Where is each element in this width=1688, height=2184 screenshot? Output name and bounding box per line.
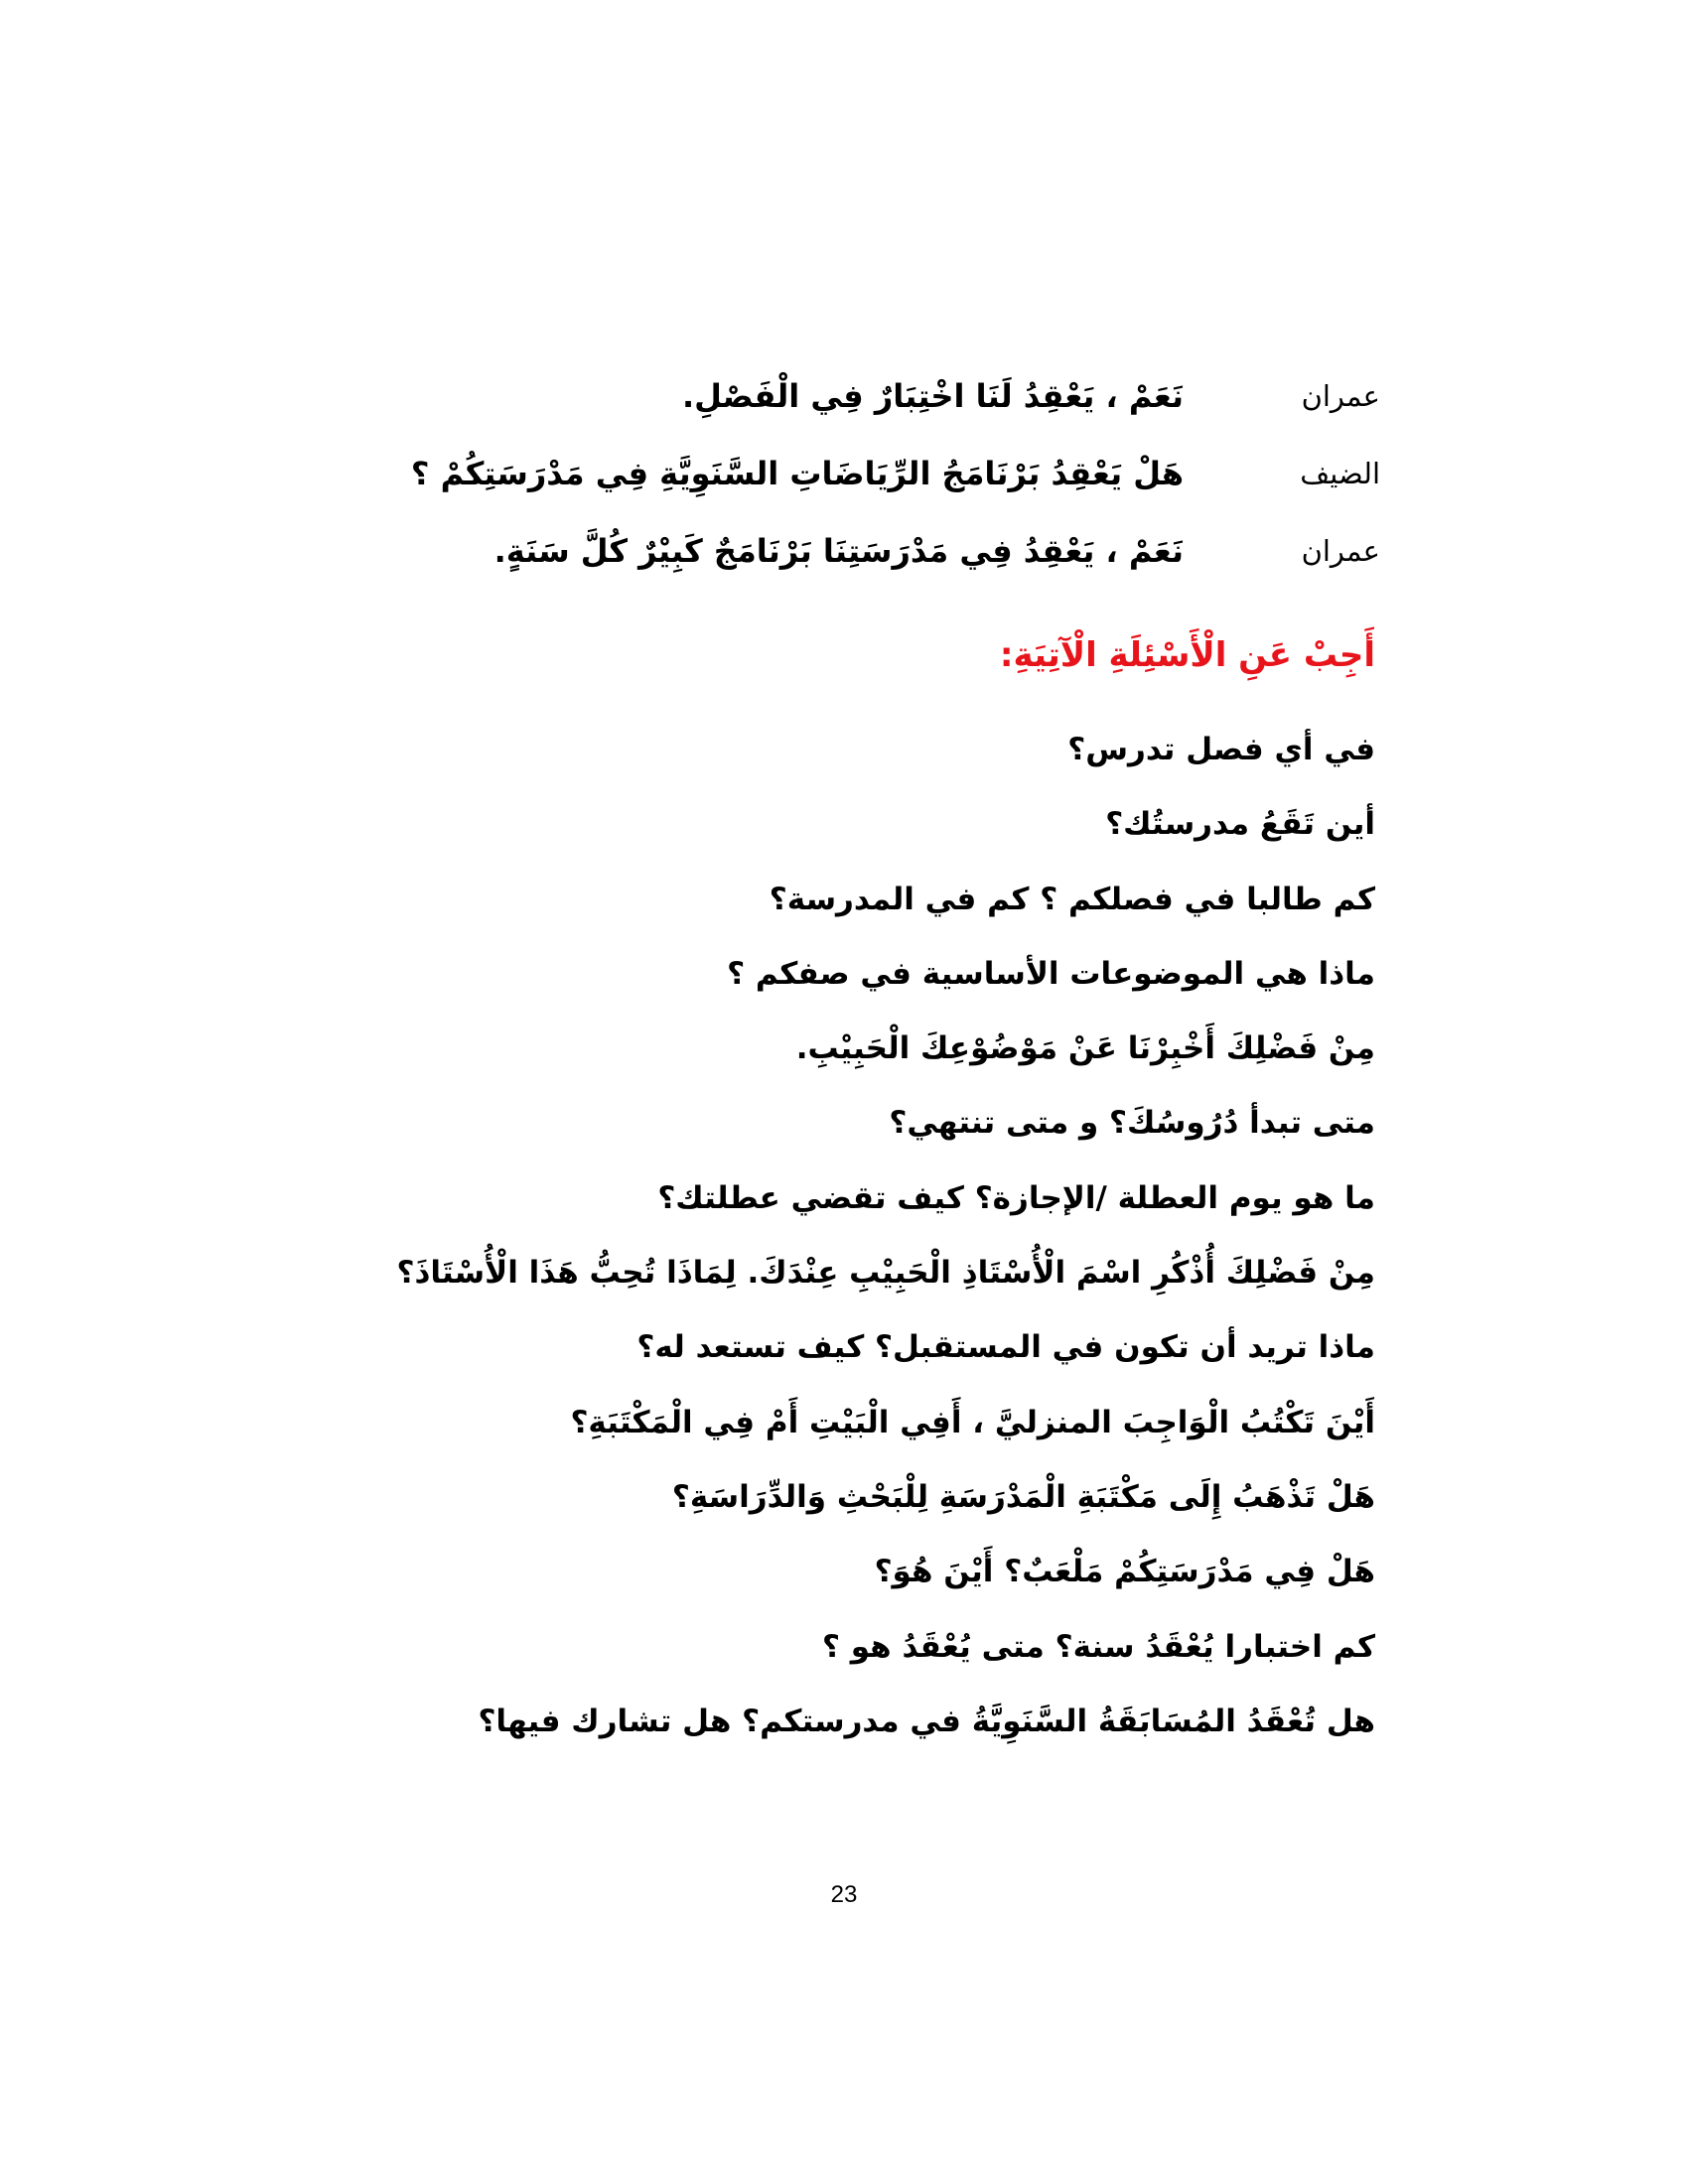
question-item: متى تبدأ دُرُوسُكَ؟ و متى تنتهي؟ (889, 1105, 1375, 1142)
question-item: كم اختبارا يُعْقَدُ سنة؟ متى يُعْقَدُ هو ؟ (821, 1628, 1375, 1665)
dialogue-line: نَعَمْ ، يَعْقِدُ فِي مَدْرَسَتِنَا بَرْنَامَجٌ كَبِيْرٌ كُلَّ سَنَةٍ. (493, 532, 1184, 570)
dialogue-line: هَلْ يَعْقِدُ بَرْنَامَجُ الرِّيَاضَاتِ السَّنَوِيَّةِ فِي مَدْرَسَتِكُمْ ؟ (410, 455, 1184, 492)
page-number: 23 (830, 1881, 858, 1908)
question-item: مِنْ فَضْلِكَ أَخْبِرْنَا عَنْ مَوْضُوْعِكَ الْحَبِيْبِ. (795, 1030, 1375, 1067)
dialogue-row (288, 357, 1380, 435)
dialogue-row (288, 512, 1380, 590)
question-item: أَيْنَ تَكْتُبُ الْوَاجِبَ المنزليَّ ، أَفِي الْبَيْتِ أَمْ فِي الْمَكْتَبَةِ؟ (570, 1404, 1375, 1440)
exercise-heading: أَجِبْ عَنِ الْأَسْئِلَةِ الْآتِيَةِ: (999, 635, 1375, 675)
question-list (283, 713, 1375, 1759)
question-item: ما هو يوم العطلة /الإجازة؟ كيف تقضي عطلتك؟ (657, 1179, 1375, 1216)
dialogue-block (288, 357, 1380, 590)
dialogue-row (288, 435, 1380, 512)
question-item: ماذا تريد أن تكون في المستقبل؟ كيف تستعد له؟ (636, 1329, 1375, 1366)
question-item: هَلْ فِي مَدْرَسَتِكُمْ مَلْعَبٌ؟ أَيْنَ هُوَ؟ (874, 1554, 1375, 1590)
dialogue-line: نَعَمْ ، يَعْقِدُ لَنَا اخْتِبَارٌ فِي الْفَصْلِ. (681, 377, 1184, 415)
question-item: هل تُعْقَدُ المُسَابَقَةُ السَّنَوِيَّةُ في مدرستكم؟ هل تشارك فيها؟ (478, 1703, 1375, 1739)
speaker-name: عمران (1301, 379, 1380, 413)
question-item: في أي فصل تدرس؟ (1067, 732, 1375, 767)
question-item: هَلْ تَذْهَبُ إِلَى مَكْتَبَةِ الْمَدْرَسَةِ لِلْبَحْثِ وَالدِّرَاسَةِ؟ (671, 1478, 1375, 1515)
speaker-name: عمران (1301, 534, 1380, 568)
question-item: ماذا هي الموضوعات الأساسية في صفكم ؟ (727, 955, 1375, 992)
question-item: كم طالبا في فصلكم ؟ كم في المدرسة؟ (769, 881, 1375, 917)
speaker-name: الضيف (1300, 457, 1380, 490)
question-item: أين تَقَعُ مدرستُك؟ (1105, 806, 1375, 843)
question-item: مِنْ فَضْلِكَ أُذْكُرِ اسْمَ الْأُسْتَاذِ الْحَبِيْبِ عِنْدَكَ. لِمَاذَا تُحِبُّ هَذَا الْأُسْتَاذَ؟ (396, 1255, 1375, 1292)
